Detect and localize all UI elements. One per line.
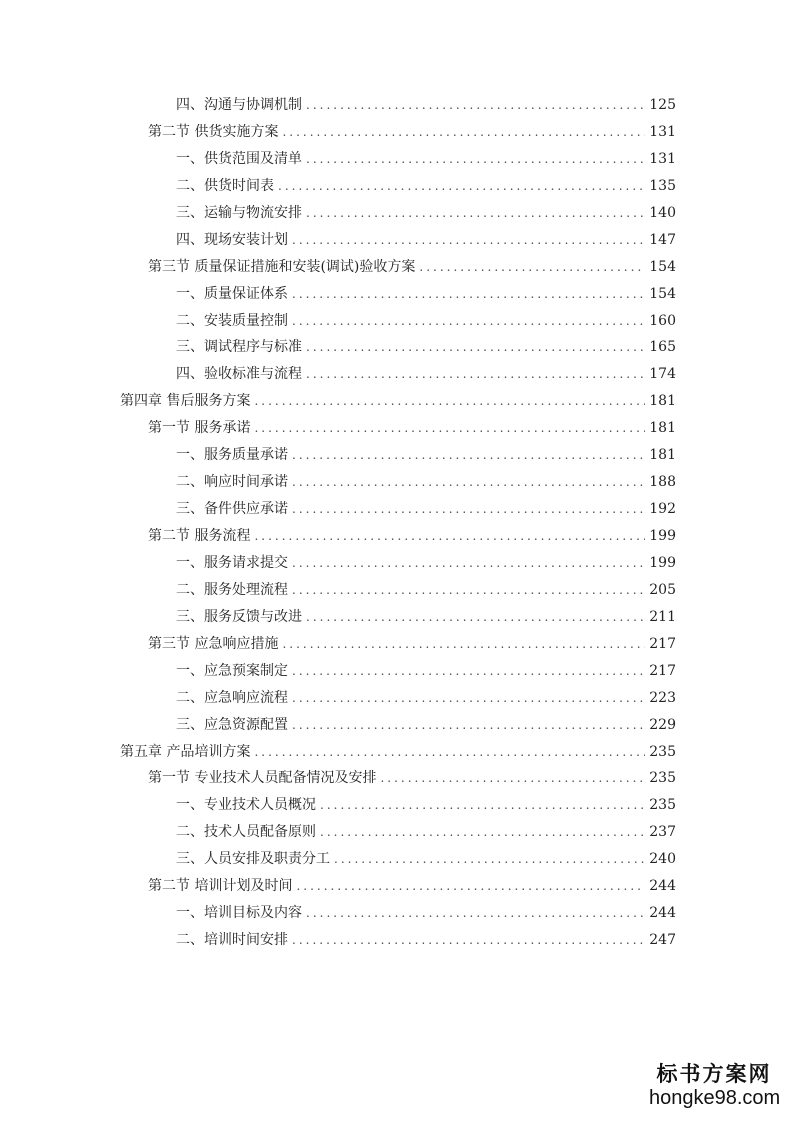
toc-entry[interactable] [120,119,676,146]
toc-leader-dots [306,334,645,361]
toc-entry-page-number: 188 [649,474,676,491]
toc-leader-dots [292,550,645,577]
toc-leader-dots [334,846,645,873]
toc-entry[interactable] [120,927,676,954]
toc-entry-title: 四、现场安装计划 [176,231,288,248]
toc-entry[interactable] [120,739,676,766]
toc-entry[interactable] [120,254,676,281]
toc-entry-title: 二、安装质量控制 [176,312,288,329]
toc-entry-title: 第二节 服务流程 [148,528,251,544]
toc-leader-dots [292,281,645,308]
toc-entry-page-number: 205 [649,581,676,598]
toc-entry-page-number: 135 [649,177,676,194]
toc-entry-title: 第五章 产品培训方案 [120,743,251,760]
toc-entry-title: 二、应急响应流程 [176,689,288,706]
toc-entry[interactable] [120,200,676,227]
toc-entry-page-number: 229 [649,716,676,733]
toc-leader-dots [320,792,645,819]
toc-entry-title: 三、服务反馈与改进 [176,608,302,625]
toc-entry[interactable] [120,442,676,469]
toc-entry-title: 一、服务质量承诺 [176,447,288,464]
toc-entry[interactable] [120,146,676,173]
toc-entry-title: 三、应急资源配置 [176,716,288,733]
toc-entry[interactable] [120,900,676,927]
toc-leader-dots [296,873,645,900]
toc-entry-title: 三、调试程序与标准 [176,339,302,356]
toc-entry-page-number: 165 [649,339,676,356]
toc-leader-dots [254,388,645,415]
toc-entry-page-number: 140 [649,204,676,221]
toc-entry[interactable] [120,173,676,200]
toc-entry-page-number: 237 [649,824,676,841]
toc-entry[interactable] [120,819,676,846]
toc-entry[interactable] [120,227,676,254]
toc-entry-title: 一、培训目标及内容 [176,905,302,922]
toc-entry-title: 第二节 供货实施方案 [148,123,279,140]
toc-entry-page-number: 217 [649,662,676,679]
toc-leader-dots [292,577,645,604]
toc-entry-title: 第二节 培训计划及时间 [148,878,293,895]
toc-entry-title: 一、供货范围及清单 [176,150,302,167]
toc-entry-page-number: 131 [649,123,676,140]
toc-entry-page-number: 154 [649,285,676,302]
toc-entry[interactable] [120,792,676,819]
toc-leader-dots [292,308,645,335]
toc-entry-page-number: 235 [649,743,676,760]
toc-entry-title: 三、人员安排及职责分工 [176,851,330,868]
toc-entry-page-number: 223 [649,689,676,706]
toc-entry-title: 二、供货时间表 [176,177,274,194]
toc-entry-title: 第一节 服务承诺 [148,420,251,437]
toc-entry-title: 二、响应时间承诺 [176,474,288,491]
site-watermark [649,1062,779,1110]
toc-leader-dots [254,739,645,766]
toc-entry[interactable] [120,604,676,631]
watermark-brand: 标书方案网 [656,1061,772,1086]
toc-entry-title: 四、验收标准与流程 [176,366,302,383]
toc-leader-dots [254,523,645,550]
toc-entry[interactable] [120,631,676,658]
toc-entry-title: 三、备件供应承诺 [176,501,288,518]
toc-entry-title: 二、培训时间安排 [176,932,288,949]
toc-leader-dots [306,92,645,119]
toc-leader-dots [254,415,645,442]
toc-entry-title: 四、沟通与协调机制 [176,97,302,113]
toc-leader-dots [306,361,645,388]
toc-leader-dots [292,712,645,739]
toc-entry-title: 第三节 质量保证措施和安装(调试)验收方案 [148,258,416,275]
toc-entry-page-number: 192 [649,501,676,518]
toc-entry-title: 一、应急预案制定 [176,662,288,679]
toc-entry[interactable] [120,685,676,712]
toc-entry[interactable] [120,712,676,739]
toc-entry-title: 第一节 专业技术人员配备情况及安排 [148,770,377,787]
toc-leader-dots [282,631,645,658]
toc-entry[interactable] [120,577,676,604]
toc-leader-dots [380,765,645,792]
toc-entry[interactable] [120,846,676,873]
toc-entry-title: 三、运输与物流安排 [176,204,302,221]
toc-leader-dots [278,173,645,200]
toc-entry-page-number: 199 [649,528,676,544]
toc-entry-page-number: 181 [649,447,676,464]
toc-entry-page-number: 217 [649,635,676,652]
toc-leader-dots [292,685,645,712]
toc-entry-page-number: 154 [649,258,676,275]
toc-entry-page-number: 125 [649,97,676,113]
toc-leader-dots [292,442,645,469]
toc-leader-dots [320,819,645,846]
toc-leader-dots [292,496,645,523]
toc-entry-title: 第四章 售后服务方案 [120,393,251,410]
toc-entry[interactable] [120,496,676,523]
toc-entry-page-number: 147 [649,231,676,248]
toc-entry[interactable] [120,550,676,577]
toc-leader-dots [419,254,645,281]
toc-entry-title: 一、服务请求提交 [176,554,288,571]
toc-entry-page-number: 160 [649,312,676,329]
toc-leader-dots [306,604,645,631]
toc-entry-page-number: 240 [649,851,676,868]
toc-entry[interactable] [120,469,676,496]
toc-entry-page-number: 247 [649,932,676,949]
toc-entry-page-number: 244 [649,905,676,922]
toc-leader-dots [292,227,645,254]
toc-entry-page-number: 211 [649,608,676,625]
toc-entry-page-number: 131 [649,150,676,167]
toc-entry[interactable] [120,765,676,792]
toc-entry[interactable] [120,361,676,388]
toc-leader-dots [292,658,645,685]
toc-entry-page-number: 235 [649,797,676,814]
toc-entry-page-number: 235 [649,770,676,787]
toc-leader-dots [292,927,645,954]
table-of-contents [120,92,676,954]
toc-entry[interactable] [120,415,676,442]
toc-entry[interactable] [120,334,676,361]
toc-entry-title: 一、专业技术人员概况 [176,797,316,814]
toc-leader-dots [306,146,645,173]
toc-entry[interactable] [120,308,676,335]
toc-entry-title: 一、质量保证体系 [176,285,288,302]
toc-entry-title: 二、技术人员配备原则 [176,824,316,841]
toc-entry-page-number: 181 [649,393,676,410]
toc-entry[interactable] [120,388,676,415]
toc-entry-title: 二、服务处理流程 [176,581,288,598]
toc-entry-page-number: 199 [649,554,676,571]
toc-entry-page-number: 181 [649,420,676,437]
toc-entry-page-number: 244 [649,878,676,895]
toc-entry[interactable] [120,92,676,119]
watermark-url: hongke98.com [649,1087,781,1109]
toc-leader-dots [306,200,645,227]
toc-leader-dots [292,469,645,496]
toc-entry[interactable] [120,523,676,550]
toc-entry[interactable] [120,658,676,685]
toc-entry[interactable] [120,281,676,308]
toc-leader-dots [282,119,645,146]
toc-entry-title: 第三节 应急响应措施 [148,635,279,652]
toc-entry-page-number: 174 [649,366,676,383]
toc-entry[interactable] [120,873,676,900]
toc-leader-dots [306,900,645,927]
